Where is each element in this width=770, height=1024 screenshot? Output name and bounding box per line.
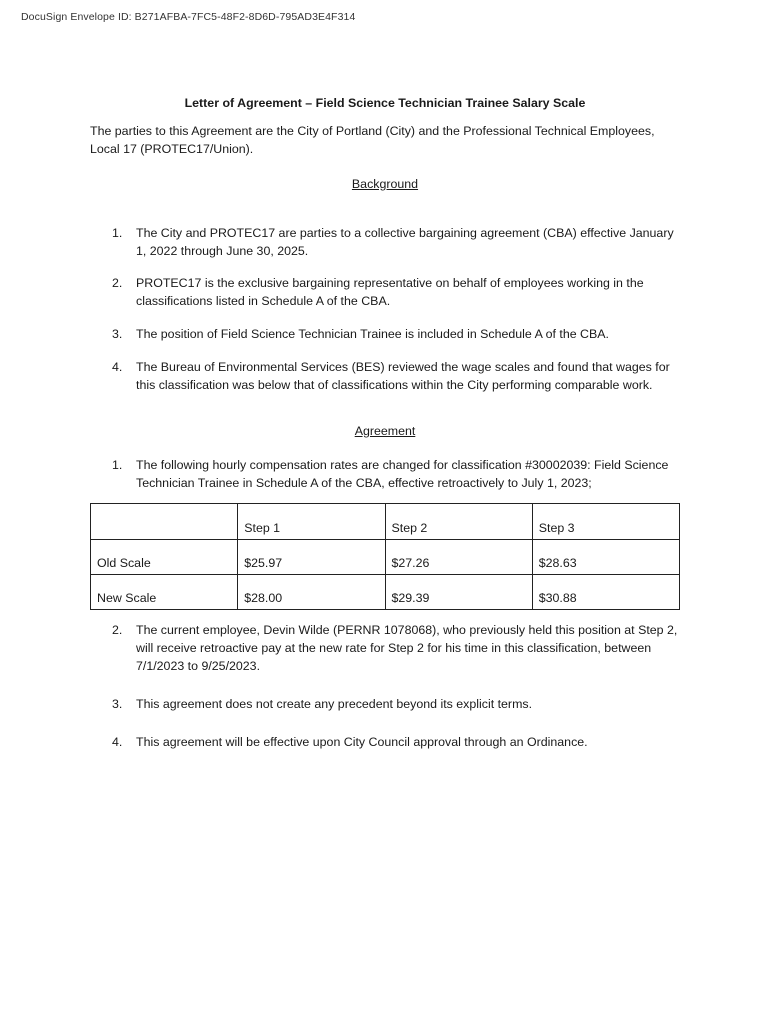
table-header-cell (91, 504, 238, 540)
list-number: 1. (112, 458, 123, 472)
list-number: 2. (112, 276, 123, 290)
list-number: 3. (112, 697, 123, 711)
table-header-cell: Step 2 (385, 504, 532, 540)
table-header-row (91, 504, 680, 540)
background-heading: Background (351, 177, 419, 191)
list-number: 4. (112, 735, 123, 749)
table-cell: $28.63 (532, 540, 679, 575)
intro-paragraph: The parties to this Agreement are the City of Portland (City) and the Professional Technical Employees, Local 17 (PROTEC17/Union). (90, 124, 655, 156)
list-number: 4. (112, 360, 123, 374)
list-text: The following hourly compensation rates are changed for classification #30002039: Field Science Technician Trainee in Schedule A of the CBA, effective retroactively to July 1, 2023; (136, 458, 669, 490)
agreement-heading: Agreement (354, 424, 416, 438)
table-row (91, 540, 680, 575)
table-cell: $28.00 (238, 575, 385, 610)
table-cell: $29.39 (385, 575, 532, 610)
table-cell: $30.88 (532, 575, 679, 610)
list-number: 1. (112, 226, 123, 240)
table-cell: New Scale (91, 575, 238, 610)
table-header-cell: Step 1 (238, 504, 385, 540)
list-number: 2. (112, 623, 123, 637)
table-cell: Old Scale (91, 540, 238, 575)
list-number: 3. (112, 327, 123, 341)
list-text: The Bureau of Environmental Services (BES) reviewed the wage scales and found that wages for this classification was below that of classifications within the City performing comparable work. (136, 360, 670, 392)
envelope-id: DocuSign Envelope ID: B271AFBA-7FC5-48F2-8D6D-795AD3E4F314 (21, 11, 356, 23)
table-header-cell: Step 3 (532, 504, 679, 540)
list-text: PROTEC17 is the exclusive bargaining representative on behalf of employees working in the classifications listed in Schedule A of the CBA. (136, 276, 644, 308)
list-text: This agreement does not create any precedent beyond its explicit terms. (136, 697, 533, 711)
table-cell: $27.26 (385, 540, 532, 575)
document-title: Letter of Agreement – Field Science Technician Trainee Salary Scale (184, 96, 586, 110)
list-text: The City and PROTEC17 are parties to a collective bargaining agreement (CBA) effective January 1, 2022 through June 30, 2025. (136, 226, 674, 258)
table-row (91, 575, 680, 610)
salary-table (90, 503, 680, 610)
list-text: This agreement will be effective upon City Council approval through an Ordinance. (136, 735, 588, 749)
table-cell: $25.97 (238, 540, 385, 575)
list-text: The position of Field Science Technician Trainee is included in Schedule A of the CBA. (136, 327, 609, 341)
list-text: The current employee, Devin Wilde (PERNR 1078068), who previously held this position at Step 2, will receive retroactive pay at the new rate for Step 2 for his time in this classification, between 7/1/2023 to 9/25/2023. (136, 623, 678, 673)
